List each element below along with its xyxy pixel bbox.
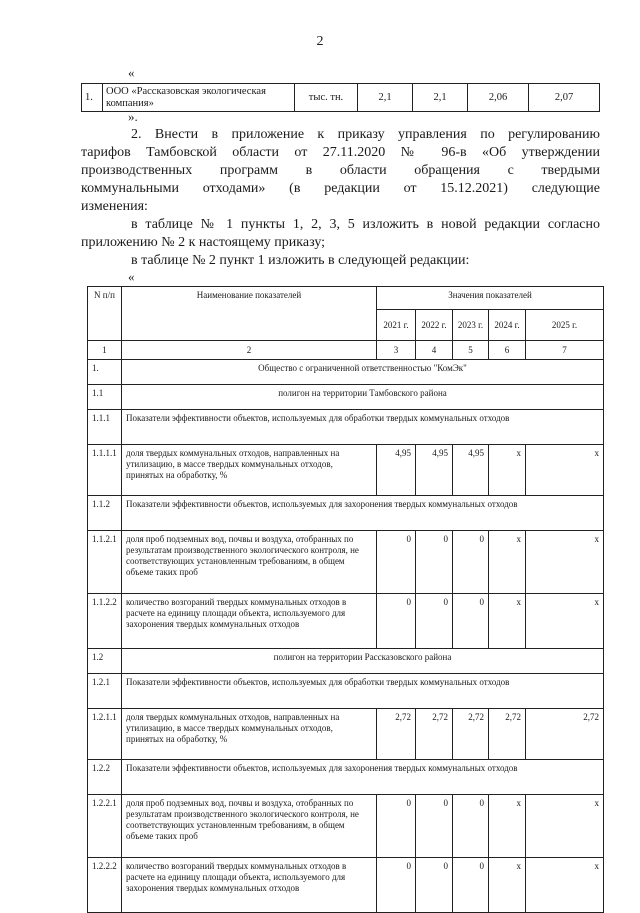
row-num: 1.2 <box>88 649 122 674</box>
table-header-row <box>88 287 604 310</box>
table-body <box>88 360 604 913</box>
top-row-unit: тыс. тн. <box>295 84 358 112</box>
row-num: 1.2.1 <box>88 674 122 709</box>
top-row-value: 2,06 <box>468 84 529 112</box>
top-row-num: 1. <box>82 84 103 112</box>
row-num: 1.1.2 <box>88 496 122 531</box>
table-row <box>88 445 604 496</box>
header-year: 2023 г. <box>453 310 489 341</box>
header-year: 2025 г. <box>526 310 604 341</box>
indicator-value: 0 <box>416 594 453 649</box>
indicator-value: 2,72 <box>416 709 453 760</box>
table-row <box>88 594 604 649</box>
table-row <box>88 709 604 760</box>
header-year: 2022 г. <box>416 310 453 341</box>
indicator-value: 4,95 <box>453 445 489 496</box>
indicator-value: 0 <box>453 531 489 594</box>
indicator-value: 0 <box>453 594 489 649</box>
group-title: Показатели эффективности объектов, используемых для обработки твердых коммунальных отходов <box>122 410 604 445</box>
paragraph-line: изменения: <box>81 199 148 214</box>
row-num: 1.2.1.1 <box>88 709 122 760</box>
paragraph-line: 2. Внести в приложение к приказу управления по регулированию <box>131 127 600 142</box>
indicator-value: x <box>489 445 526 496</box>
group-title: Показатели эффективности объектов, используемых для захоронения твердых коммунальных отходов <box>122 760 604 795</box>
table-row <box>88 649 604 674</box>
top-row-value: 2,07 <box>529 84 600 112</box>
col-number: 7 <box>526 341 604 360</box>
header-name: Наименование показателей <box>122 287 377 341</box>
col-number: 4 <box>416 341 453 360</box>
section-title: полигон на территории Тамбовского района <box>122 385 604 410</box>
paragraph-2 <box>81 126 600 270</box>
close-quote: ». <box>128 109 138 124</box>
indicator-value: 0 <box>453 858 489 913</box>
indicator-value: 0 <box>377 858 416 913</box>
table-row <box>88 531 604 594</box>
paragraph-line: тарифов Тамбовской области от 27.11.2020 № 96-в «Об утверждении <box>81 145 600 160</box>
paragraph-line: производственных программ в области обращения с твердыми <box>81 163 600 178</box>
indicator-name: доля твердых коммунальных отходов, направленных на утилизацию, в массе твердых коммунальных отходов, принятых на обработку, % <box>122 445 377 496</box>
indicator-value: x <box>489 594 526 649</box>
row-num: 1.2.2.2 <box>88 858 122 913</box>
indicator-value: 0 <box>377 531 416 594</box>
indicator-value: 0 <box>416 858 453 913</box>
indicator-name: количество возгораний твердых коммунальных отходов в расчете на единицу площади объекта, используемого для захоронения твердых коммунальных отходов <box>122 594 377 649</box>
indicator-name: количество возгораний твердых коммунальных отходов в расчете на единицу площади объекта, используемого для захоронения твердых коммунальных отходов <box>122 858 377 913</box>
open-quote-top: « <box>128 65 135 80</box>
table-row <box>88 385 604 410</box>
paragraph-line: коммунальными отходами» (в редакции от 15.12.2021) следующие <box>81 181 600 196</box>
col-number: 1 <box>88 341 122 360</box>
indicators-table <box>87 286 604 913</box>
header-values: Значения показателей <box>377 287 604 310</box>
indicator-value: x <box>526 445 604 496</box>
page-number: 2 <box>316 34 324 49</box>
open-quote-table: « <box>128 269 135 284</box>
row-num: 1.1.2.2 <box>88 594 122 649</box>
col-number: 2 <box>122 341 377 360</box>
indicator-value: x <box>489 795 526 858</box>
section-title: Общество с ограниченной ответственностью "КомЭк" <box>122 360 604 385</box>
indicator-value: 0 <box>377 795 416 858</box>
top-row-value: 2,1 <box>413 84 468 112</box>
section-title: полигон на территории Рассказовского района <box>122 649 604 674</box>
indicator-value: 0 <box>453 795 489 858</box>
indicator-value: 2,72 <box>377 709 416 760</box>
paragraph-line: в таблице № 1 пункты 1, 2, 3, 5 изложить в новой редакции согласно <box>131 217 600 232</box>
table-row <box>88 360 604 385</box>
indicator-value: x <box>489 858 526 913</box>
indicator-value: 2,72 <box>526 709 604 760</box>
indicator-value: 4,95 <box>416 445 453 496</box>
row-num: 1.1.1 <box>88 410 122 445</box>
table-row <box>88 410 604 445</box>
col-number: 5 <box>453 341 489 360</box>
indicator-value: 4,95 <box>377 445 416 496</box>
indicator-name: доля твердых коммунальных отходов, направленных на утилизацию, в массе твердых коммунальных отходов, принятых на обработку, % <box>122 709 377 760</box>
top-row-name: ООО «Рассказовская экологическая компания» <box>103 84 295 112</box>
indicator-value: 2,72 <box>453 709 489 760</box>
table-row <box>88 496 604 531</box>
paragraph-line: в таблице № 2 пункт 1 изложить в следующей редакции: <box>131 253 470 268</box>
row-num: 1.2.2 <box>88 760 122 795</box>
row-num: 1.2.2.1 <box>88 795 122 858</box>
col-number: 6 <box>489 341 526 360</box>
table-row <box>88 674 604 709</box>
row-num: 1. <box>88 360 122 385</box>
table-row <box>88 795 604 858</box>
indicator-value: x <box>526 531 604 594</box>
indicator-name: доля проб подземных вод, почвы и воздуха, отобранных по результатам производственного экологического контроля, не соответствующих установленным требованиям, в общем объеме таких проб <box>122 795 377 858</box>
row-num: 1.1.2.1 <box>88 531 122 594</box>
indicator-value: 0 <box>416 531 453 594</box>
group-title: Показатели эффективности объектов, используемых для захоронения твердых коммунальных отходов <box>122 496 604 531</box>
indicator-value: x <box>526 795 604 858</box>
indicator-value: x <box>526 858 604 913</box>
paragraph-line: приложению № 2 к настоящему приказу; <box>81 235 326 250</box>
indicator-value: 0 <box>416 795 453 858</box>
header-year: 2021 г. <box>377 310 416 341</box>
row-num: 1.1 <box>88 385 122 410</box>
indicator-value: 0 <box>377 594 416 649</box>
top-row-value: 2,1 <box>358 84 413 112</box>
header-year: 2024 г. <box>489 310 526 341</box>
row-num: 1.1.1.1 <box>88 445 122 496</box>
indicator-value: x <box>526 594 604 649</box>
col-number: 3 <box>377 341 416 360</box>
indicator-name: доля проб подземных вод, почвы и воздуха, отобранных по результатам производственного экологического контроля, не соответствующих установленным требованиям, в общем объеме таких проб <box>122 531 377 594</box>
indicator-value: 2,72 <box>489 709 526 760</box>
table-row <box>88 858 604 913</box>
header-num: N п/п <box>88 287 122 341</box>
group-title: Показатели эффективности объектов, используемых для обработки твердых коммунальных отходов <box>122 674 604 709</box>
table-colnum-row <box>88 341 604 360</box>
table-row <box>82 84 600 112</box>
top-table <box>81 83 600 112</box>
table-row <box>88 760 604 795</box>
indicator-value: x <box>489 531 526 594</box>
